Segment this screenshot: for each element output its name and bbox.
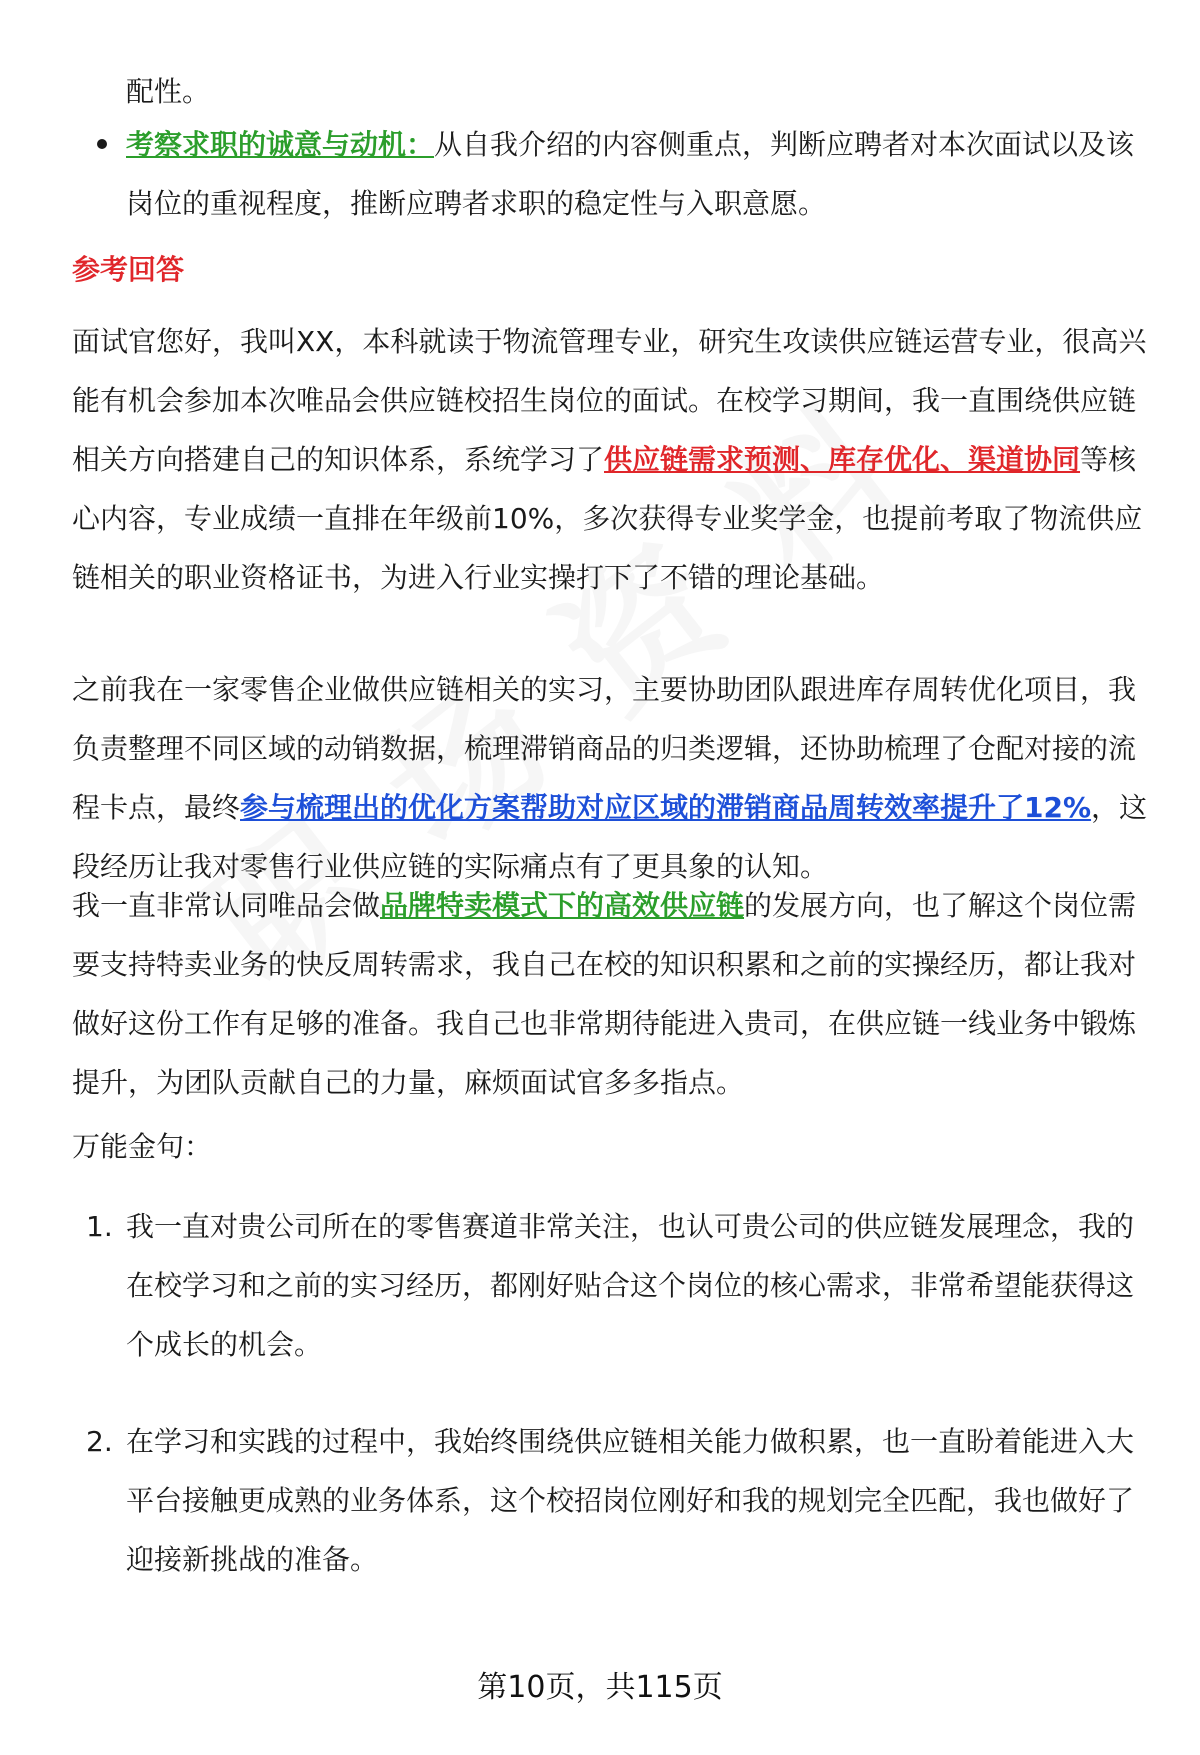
bullet-dot-icon [97, 139, 107, 149]
bullet-item [126, 115, 1160, 233]
list-item: 我一直对贵公司所在的零售赛道非常关注，也认可贵公司的供应链发展理念，我的在校学习和之前的实习经历，都刚好贴合这个岗位的核心需求，非常希望能获得这个成长的机会。 [126, 1210, 1135, 1361]
answer-paragraph-2 [72, 660, 1160, 896]
answer-paragraph-3 [72, 876, 1160, 1112]
p1-text-b: 等核心内容，专业成绩一直排在年级前10%，多次获得专业奖学金，也提前考取了物流供应链相关的职业资格证书，为进入行业实操打下了不错的理论基础。 [72, 443, 1143, 594]
answer-paragraph-1 [72, 312, 1160, 607]
p2-text-b: ，这段经历让我对零售行业供应链的实际痛点有了更具象的认知。 [72, 791, 1148, 883]
list-number: 2. [86, 1425, 113, 1458]
p3-highlight: 品牌特卖模式下的高效供应链 [380, 889, 745, 922]
page-number: 第10页，共115页 [477, 1670, 723, 1705]
p3-text-a: 我一直非常认同唯品会做 [72, 889, 381, 922]
p1-highlight: 供应链需求预测、库存优化、渠道协同 [604, 443, 1081, 476]
p2-text-a: 之前我在一家零售企业做供应链相关的实习，主要协助团队跟进库存周转优化项目，我负责整理不同区域的动销数据，梳理滞销商品的归类逻辑，还协助梳理了仓配对接的流程卡点，最终 [72, 673, 1137, 824]
reference-heading: 参考回答 [72, 253, 185, 286]
bullet-label: 考察求职的诚意与动机： [126, 128, 435, 161]
continued-text: 配性。 [126, 75, 211, 108]
list-item: 在学习和实践的过程中，我始终围绕供应链相关能力做积累，也一直盼着能进入大平台接触更成熟的业务体系，这个校招岗位刚好和我的规划完全匹配，我也做好了迎接新挑战的准备。 [126, 1425, 1135, 1576]
p2-highlight: 参与梳理出的优化方案帮助对应区域的滞销商品周转效率提升了12% [240, 791, 1092, 824]
list-number: 1. [86, 1210, 113, 1243]
golden-heading: 万能金句： [72, 1130, 213, 1163]
bullet-text: 从自我介绍的内容侧重点，判断应聘者对本次面试以及该岗位的重视程度，推断应聘者求职的稳定性与入职意愿。 [126, 128, 1135, 220]
p1-text-a: 面试官您好，我叫XX，本科就读于物流管理专业，研究生攻读供应链运营专业，很高兴能有机会参加本次唯品会供应链校招生岗位的面试。在校学习期间，我一直围绕供应链相关方向搭建自己的知识体系，系统学习了 [72, 325, 1147, 476]
p3-text-b: 的发展方向，也了解这个岗位需要支持特卖业务的快反周转需求，我自己在校的知识积累和之前的实操经历，都让我对做好这份工作有足够的准备。我自己也非常期待能进入贵司，在供应链一线业务中锻炼提升，为团队贡献自己的力量，麻烦面试官多多指点。 [72, 889, 1137, 1099]
